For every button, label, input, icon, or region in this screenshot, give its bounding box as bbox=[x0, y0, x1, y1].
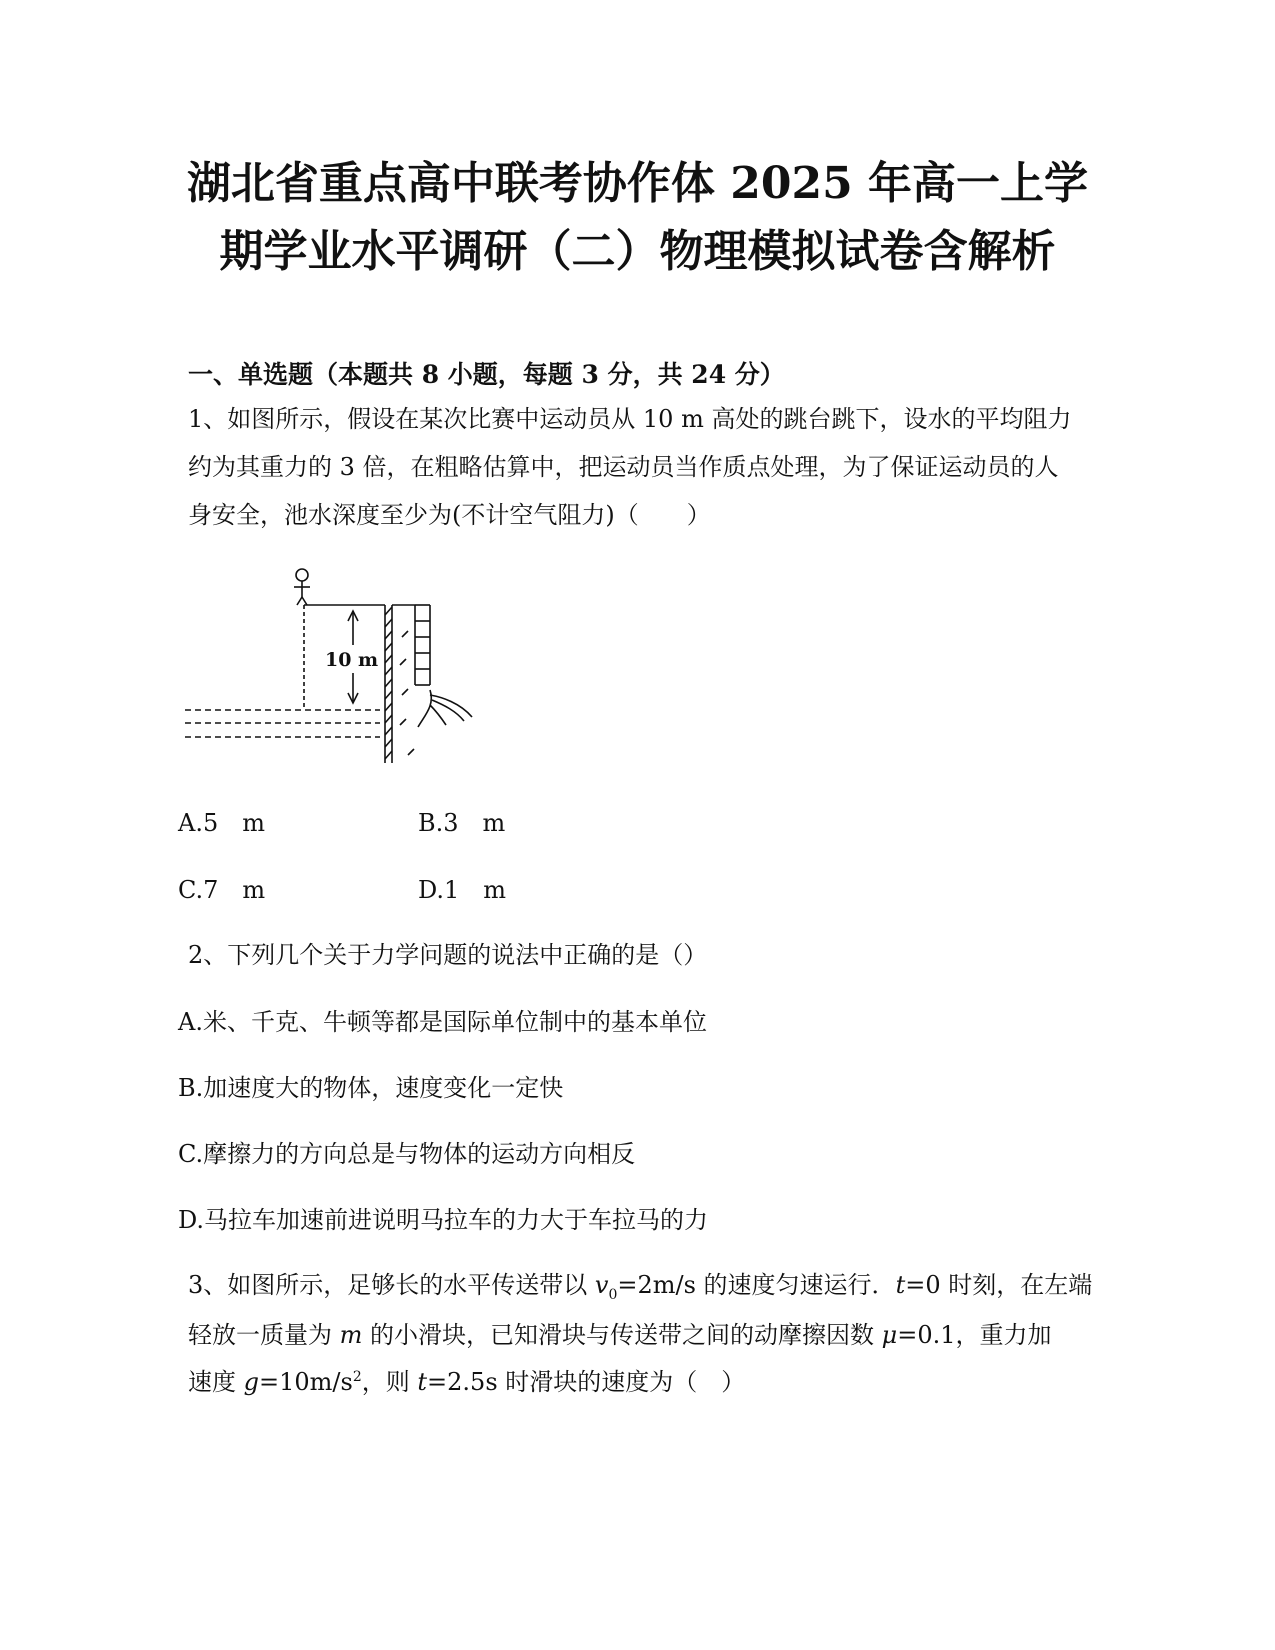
q3-text: =10m/s bbox=[259, 1368, 353, 1396]
question-3-line-2 bbox=[188, 1315, 1052, 1350]
q3-text: 3、如图所示，足够长的水平传送带以 bbox=[188, 1271, 595, 1299]
q3-var-g: g bbox=[243, 1368, 260, 1396]
page-title bbox=[130, 150, 1145, 286]
question-1-option-c: C.7 m bbox=[178, 876, 266, 904]
question-2-stem: 2、下列几个关于力学问题的说法中正确的是（） bbox=[188, 941, 708, 969]
height-label: 10 m bbox=[325, 649, 379, 671]
q3-var-v: v bbox=[594, 1271, 609, 1299]
question-1-line-1: 1、如图所示，假设在某次比赛中运动员从 10 m 高处的跳台跳下，设水的平均阻力 bbox=[188, 405, 1072, 433]
q3-var-mu: μ bbox=[881, 1321, 898, 1349]
question-1-option-d: D.1 m bbox=[418, 876, 507, 904]
q3-text: 的小滑块，已知滑块与传送带之间的动摩擦因数 bbox=[362, 1321, 882, 1349]
question-2-option-d: D.马拉车加速前进说明马拉车的力大于车拉马的力 bbox=[178, 1206, 709, 1234]
q3-text: ，则 bbox=[361, 1368, 418, 1396]
q3-text: =0 时刻，在左端 bbox=[905, 1271, 1093, 1299]
q3-text: 轻放一质量为 bbox=[188, 1321, 340, 1349]
question-1-line-3: 身安全，池水深度至少为(不计空气阻力)（ ） bbox=[188, 501, 711, 529]
q3-var-t: t bbox=[895, 1271, 906, 1299]
question-1-option-b: B.3 m bbox=[418, 809, 506, 837]
section-heading: 一、单选题（本题共 8 小题，每题 3 分，共 24 分） bbox=[188, 360, 785, 389]
question-2-option-c: C.摩擦力的方向总是与物体的运动方向相反 bbox=[178, 1140, 636, 1168]
q3-sub-0: 0 bbox=[608, 1286, 618, 1303]
question-2-option-b: B.加速度大的物体，速度变化一定快 bbox=[178, 1074, 564, 1102]
question-1-stem bbox=[188, 395, 1088, 539]
question-1-option-a: A.5 m bbox=[178, 809, 265, 837]
figure-diagram bbox=[180, 565, 490, 770]
q3-text: =2.5s 时滑块的速度为（ ） bbox=[427, 1368, 746, 1396]
question-3-line-3 bbox=[188, 1362, 745, 1397]
question-2-option-a: A.米、千克、牛顿等都是国际单位制中的基本单位 bbox=[178, 1008, 707, 1036]
title-line-1: 湖北省重点高中联考协作体 2025 年高一上学 bbox=[186, 158, 1089, 209]
question-3-line-1 bbox=[188, 1265, 1092, 1303]
q3-text: =2m/s 的速度匀速运行． bbox=[617, 1271, 896, 1299]
diver-head bbox=[296, 569, 308, 581]
q3-sup-2: 2 bbox=[352, 1369, 362, 1385]
q3-var-m: m bbox=[339, 1321, 363, 1349]
question-1-line-2: 约为其重力的 3 倍，在粗略估算中，把运动员当作质点处理，为了保证运动员的人 bbox=[188, 453, 1059, 481]
title-line-2: 期学业水平调研（二）物理模拟试卷含解析 bbox=[219, 226, 1056, 277]
q3-text: =0.1，重力加 bbox=[897, 1321, 1052, 1349]
q3-var-t: t bbox=[417, 1368, 428, 1396]
q3-text: 速度 bbox=[188, 1368, 244, 1396]
